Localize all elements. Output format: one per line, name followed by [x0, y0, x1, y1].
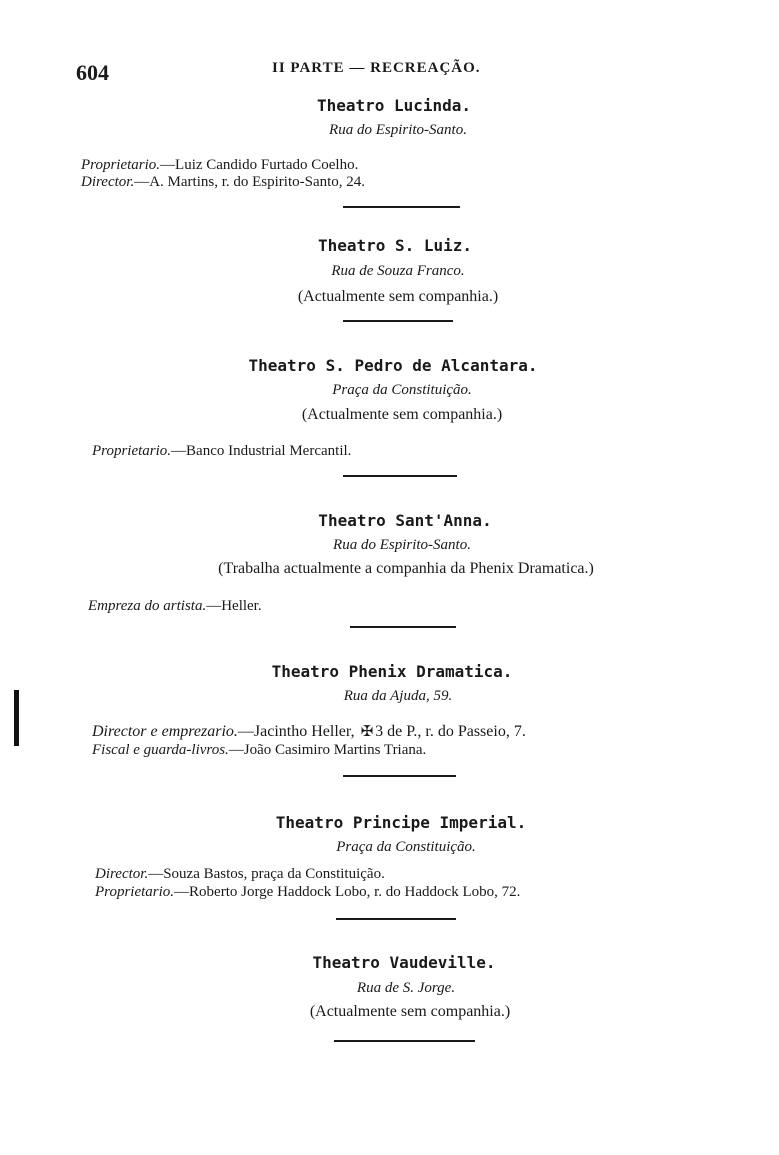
entry-role: Proprietario.: [81, 157, 161, 173]
entry-line: [81, 174, 365, 191]
entry-line: [95, 884, 520, 901]
entry-role: Proprietario.: [92, 443, 172, 459]
page-number: 604: [76, 60, 109, 85]
order-cross-icon: ✠: [360, 722, 374, 740]
theatre-address: Praça da Constituição.: [336, 839, 476, 855]
entry-role: Director.: [95, 866, 149, 882]
entry-text: —Souza Bastos, praça da Constituição.: [148, 866, 385, 882]
section-rule: [350, 626, 456, 628]
section-rule: [343, 206, 460, 208]
margin-scan-mark: [14, 690, 19, 746]
entry-role: Proprietario.: [95, 884, 175, 900]
entry-role: Fiscal e guarda-livros.: [92, 742, 229, 758]
entry-line: [81, 157, 358, 174]
entry-text: —Banco Industrial Mercantil.: [171, 443, 352, 459]
entry-role: Director e emprezario.: [92, 723, 238, 740]
entry-text: —João Casimiro Martins Triana.: [228, 742, 427, 758]
theatre-title: Theatro S. Luiz.: [317, 236, 473, 255]
theatre-title: Theatro Principe Imperial.: [275, 813, 527, 832]
section-rule: [334, 1040, 475, 1042]
entry-text: —Heller.: [206, 598, 262, 614]
theatre-title: Theatro Sant'Anna.: [318, 511, 492, 530]
theatre-note: (Actualmente sem companhia.): [309, 1003, 511, 1020]
entry-line: [95, 866, 385, 883]
entry-line: [92, 742, 426, 759]
entry-line: [92, 443, 351, 460]
theatre-address: Rua do Espirito-Santo.: [333, 537, 471, 553]
theatre-title: Theatro Vaudeville.: [312, 953, 496, 972]
entry-text: —Jacintho Heller,: [237, 723, 355, 740]
theatre-title: Theatro Lucinda.: [316, 96, 472, 115]
theatre-note: (Actualmente sem companhia.): [301, 406, 503, 423]
entry-text: —Roberto Jorge Haddock Lobo, r. do Haddock Lobo, 72.: [174, 884, 521, 900]
theatre-address: Rua da Ajuda, 59.: [343, 688, 453, 704]
theatre-address: Rua de Souza Franco.: [331, 263, 465, 279]
entry-role: Empreza do artista.: [88, 598, 207, 614]
theatre-title: Theatro Phenix Dramatica.: [271, 662, 513, 681]
entry-line: [88, 598, 262, 615]
entry-text: 3 de P., r. do Passeio, 7.: [375, 723, 526, 740]
section-rule: [336, 918, 456, 920]
section-rule: [343, 320, 453, 322]
section-rule: [343, 775, 456, 777]
running-head: II PARTE — RECREAÇÃO.: [272, 60, 481, 76]
theatre-note: (Actualmente sem companhia.): [297, 288, 499, 305]
entry-text: —Luiz Candido Furtado Coelho.: [160, 157, 359, 173]
theatre-address: Rua do Espirito-Santo.: [329, 122, 467, 138]
theatre-address: Rua de S. Jorge.: [356, 980, 456, 996]
theatre-address: Praça da Constituição.: [332, 382, 472, 398]
entry-text: —A. Martins, r. do Espirito-Santo, 24.: [134, 174, 366, 190]
section-rule: [343, 475, 457, 477]
entry-role: Director.: [81, 174, 135, 190]
theatre-title: Theatro S. Pedro de Alcantara.: [248, 356, 538, 375]
entry-line: [92, 722, 526, 741]
theatre-note: (Trabalha actualmente a companhia da Phenix Dramatica.): [218, 560, 594, 577]
